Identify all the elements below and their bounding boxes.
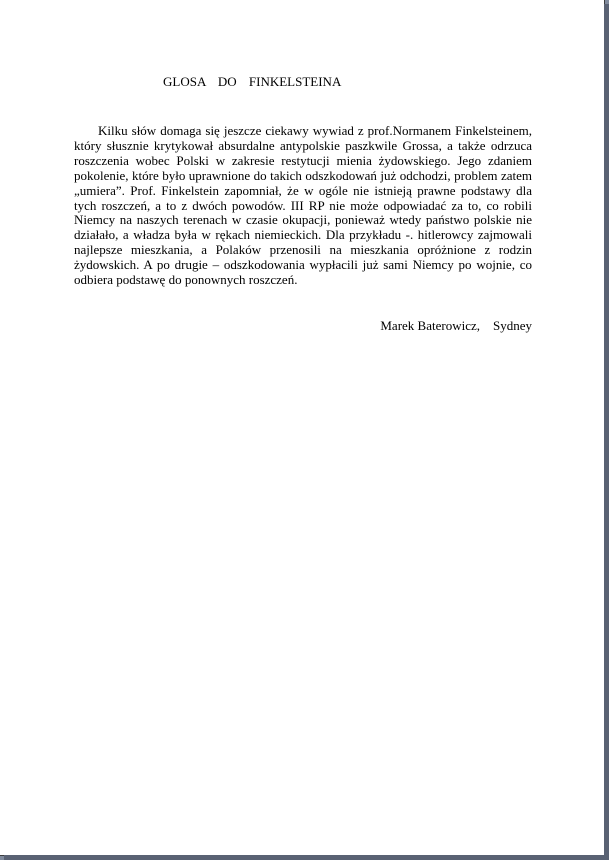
article-paragraph: Kilku słów domaga się jeszcze ciekawy wywiad z prof.Normanem Finkelsteinem, który słusznie krytykował absurdalne antypolskie paszkwile Grossa, a także odrzuca roszczenia wobec Polski w zakresie restytucji mienia żydowskiego. Jego zdaniem pokolenie, które było uprawnione do takich odszkodowań już odchodzi, problem zatem „umiera”. Prof. Finkelstein zapomniał, że w ogóle nie istnieją prawne podstawy dla tych roszczeń, a to z dwóch powodów. III RP nie może odpowiadać za to, co robili Niemcy na naszych terenach w czasie okupacji, ponieważ wtedy państwo polskie nie działało, a władza była w rękach niemieckich. Dla przykładu -. hitlerowcy zajmowali najlepsze mieszkania, a Polaków przenosili na mieszkania opróżnione z rodzin żydowskich. A po drugie – odszkodowania wypłacili już sami Niemcy po wojnie, co odbiera podstawę do ponownych roszczeń. — [74, 123, 532, 288]
document-title: GLOSA DO FINKELSTEINA — [163, 74, 342, 89]
page-shadow-bottom — [4, 855, 609, 860]
author-signature: Marek Baterowicz, Sydney — [380, 318, 532, 333]
page-shadow-right — [604, 4, 609, 860]
